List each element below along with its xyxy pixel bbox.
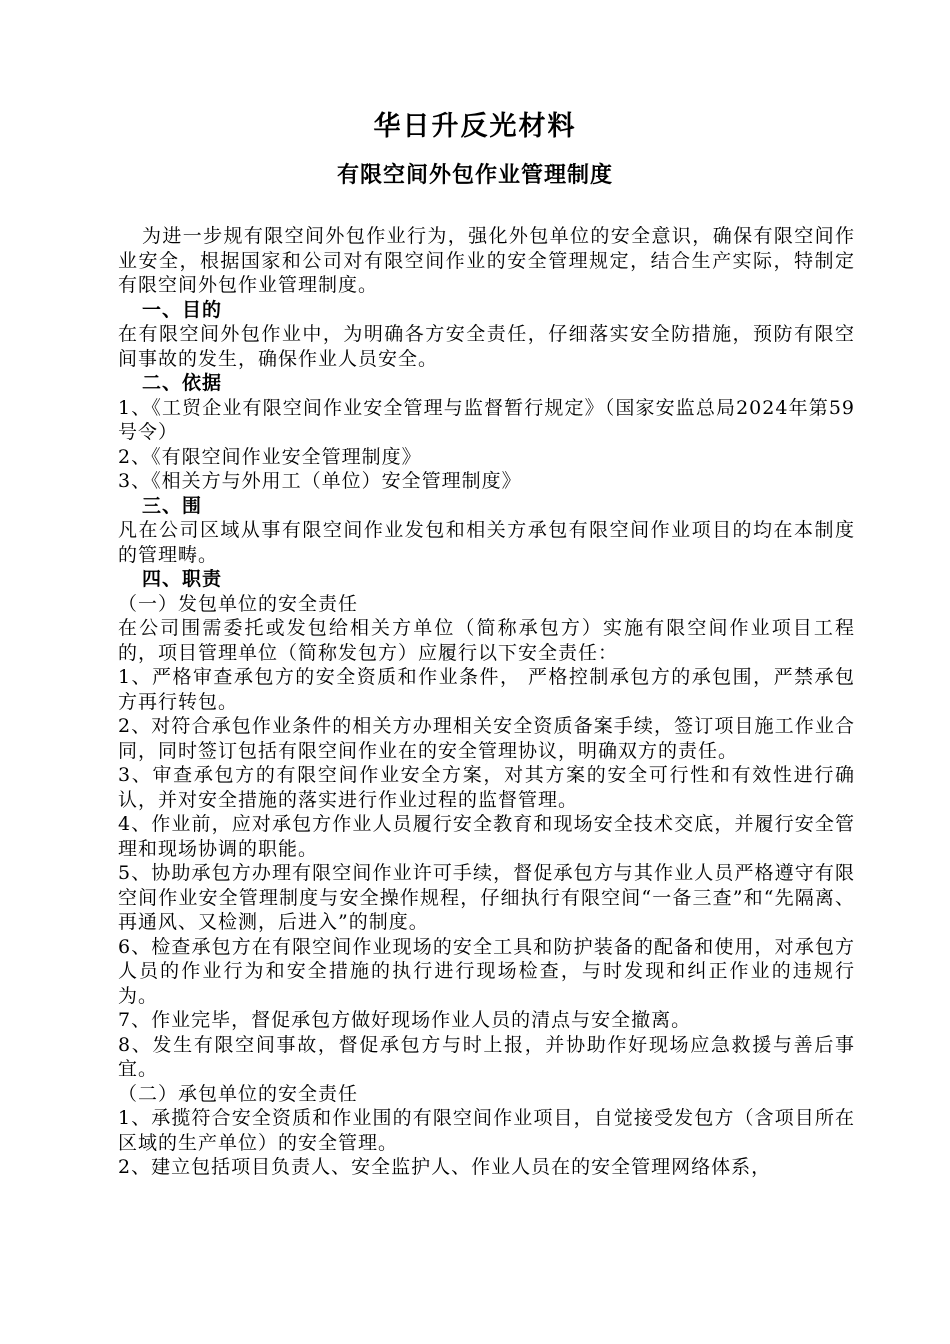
basis-item-2: 2、《有限空间作业安全管理制度》 [118, 445, 422, 468]
owner-duty-8: 8、发生有限空间事故，督促承包方与时上报，并协助作好现场应急救援与善后事宜。 [118, 1033, 855, 1080]
company-title: 华日升反光材料 [373, 111, 577, 142]
section-heading-basis: 二、依据 [142, 372, 223, 394]
intro-paragraph: 为进一步规有限空间外包作业行为，强化外包单位的安全意识，确保有限空间作业安全，根据国家和公司对有限空间作业的安全管理规定，结合生产实际，特制定有限空间外包作业管理制度。 [118, 225, 855, 296]
paragraph-owner-duties-intro: 在公司围需委托或发包给相关方单位（简称承包方）实施有限空间作业项目工程的，项目管理单位（简称发包方）应履行以下安全责任： [118, 617, 855, 664]
section-heading-duties: 四、职责 [142, 568, 223, 590]
contractor-duty-2: 2、建立包括项目负责人、安全监护人、作业人员在的安全管理网络体系， [118, 1156, 772, 1178]
owner-duty-1: 1、严格审查承包方的安全资质和作业条件， 严格控制承包方的承包围，严禁承包方再行转包。 [118, 666, 855, 713]
owner-duty-5: 5、协助承包方办理有限空间作业许可手续，督促承包方与其作业人员严格遵守有限空间作业安全管理制度与安全操作规程，仔细执行有限空间“一备三查”和“先隔离、再通风、又检测，后进入”的制度。 [118, 862, 855, 933]
owner-duty-2: 2、对符合承包作业条件的相关方办理相关安全资质备案手续，签订项目施工作业合同，同时签订包括有限空间作业在的安全管理协议，明确双方的责任。 [118, 715, 855, 762]
subsection-heading-contractor-owner: （一）发包单位的安全责任 [118, 592, 359, 615]
paragraph-scope: 凡在公司区域从事有限空间作业发包和相关方承包有限空间作业项目的均在本制度的管理畴。 [118, 519, 855, 566]
owner-duty-7: 7、作业完毕，督促承包方做好现场作业人员的清点与安全撤离。 [118, 1009, 692, 1031]
paragraph-purpose: 在有限空间外包作业中，为明确各方安全责任，仔细落实安全防措施，预防有限空间事故的发生，确保作业人员安全。 [118, 323, 855, 370]
owner-duty-3: 3、审查承包方的有限空间作业安全方案，对其方案的安全可行性和有效性进行确认，并对安全措施的落实进行作业过程的监督管理。 [118, 764, 855, 811]
owner-duty-6: 6、检查承包方在有限空间作业现场的安全工具和防护装备的配备和使用，对承包方人员的作业行为和安全措施的执行进行现场检查，与时发现和纠正作业的违规行为。 [118, 935, 855, 1007]
owner-duty-4: 4、作业前，应对承包方作业人员履行安全教育和现场安全技术交底，并履行安全管理和现场协调的职能。 [118, 813, 855, 860]
contractor-duty-1: 1、承揽符合安全资质和作业围的有限空间作业项目，自觉接受发包方（含项目所在区域的生产单位）的安全管理。 [118, 1107, 855, 1154]
document-body [118, 224, 855, 1180]
section-heading-purpose: 一、目的 [142, 298, 223, 321]
document-subtitle: 有限空间外包作业管理制度 [336, 162, 613, 188]
basis-item-3: 3、《相关方与外用工（单位）安全管理制度》 [118, 470, 522, 492]
basis-item-1: 1、《工贸企业有限空间作业安全管理与监督暂行规定》（国家安监总局2024年第59号令） [118, 396, 855, 443]
section-heading-scope: 三、围 [142, 494, 203, 517]
subsection-heading-contractor: （二）承包单位的安全责任 [118, 1082, 359, 1105]
